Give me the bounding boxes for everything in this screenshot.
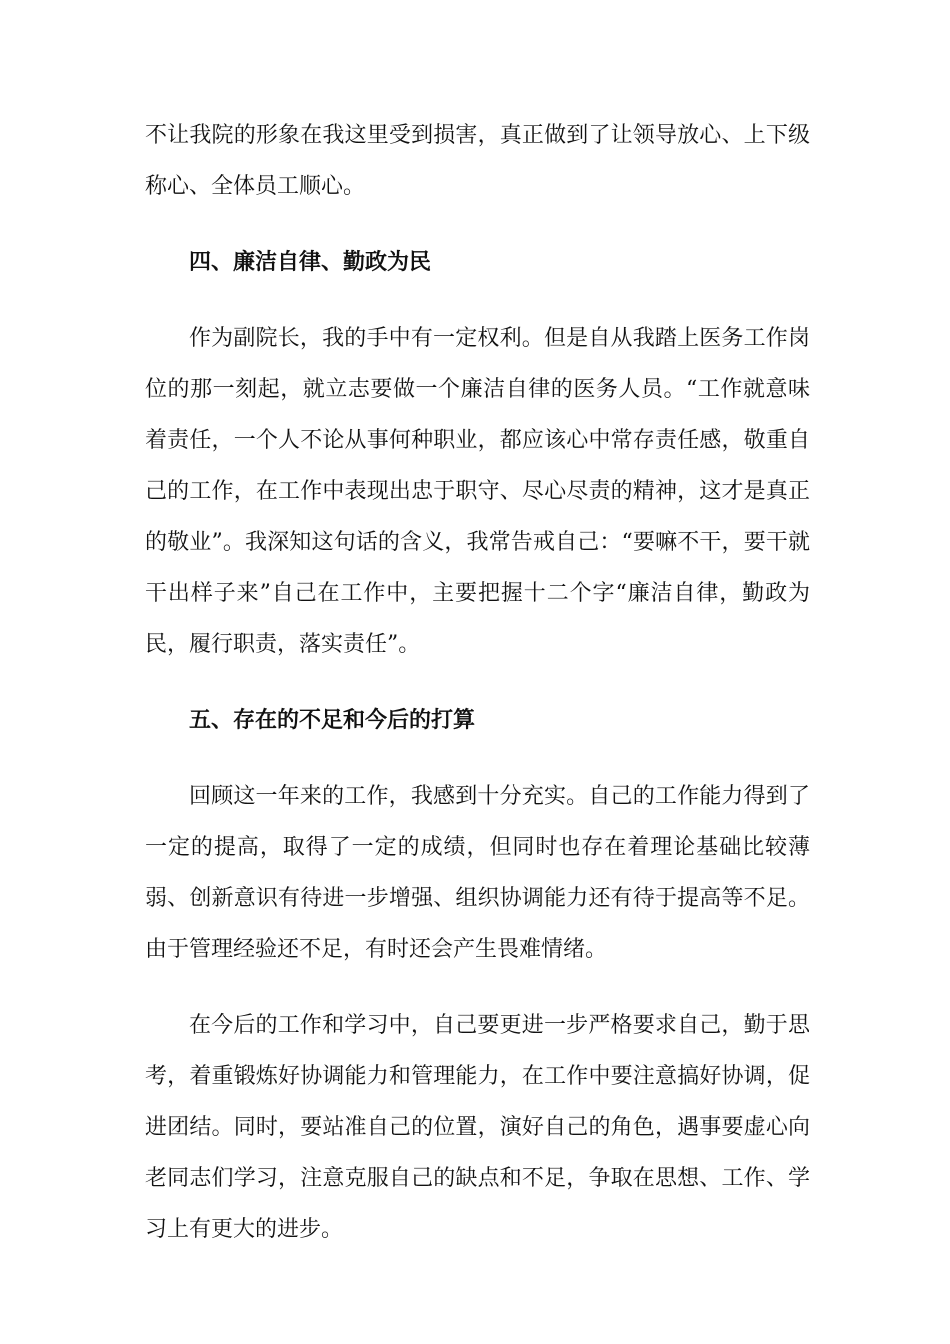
paragraph-gap — [145, 288, 810, 313]
paragraph-gap — [145, 975, 810, 1000]
paragraph-gap — [145, 670, 810, 695]
paragraph-continuation: 不让我院的形象在我这里受到损害，真正做到了让领导放心、上下级称心、全体员工顺心。 — [145, 123, 810, 199]
paragraph-plans: 在今后的工作和学习中，自己要更进一步严格要求自己，勤于思考，着重锻炼好协调能力和管理能力，在工作中要注意搞好协调，促进团结。同时，要站准自己的位置，演好自己的角色，遇事要虚心向老同志们学习，注意克服自己的缺点和不足，争取在思想、工作、学习上有更大的进步。 — [145, 1013, 810, 1242]
section-heading-5: 五、存在的不足和今后的打算 — [189, 708, 476, 733]
paragraph-review: 回顾这一年来的工作，我感到十分充实。自己的工作能力得到了一定的提高，取得了一定的成绩，但同时也存在着理论基础比较薄弱、创新意识有待进一步增强、组织协调能力还有待于提高等不足。由于管理经验还不足，有时还会产生畏难情绪。 — [145, 784, 810, 962]
document-body — [145, 110, 810, 1255]
paragraph-integrity: 作为副院长，我的手中有一定权利。但是自从我踏上医务工作岗位的那一刻起，就立志要做一个廉洁自律的医务人员。“工作就意味着责任，一个人不论从事何种职业，都应该心中常存责任感，敬重自己的工作，在工作中表现出忠于职守、尽心尽责的精神，这才是真正的敬业”。我深知这句话的含义，我常告戒自己：“要嘛不干，要干就干出样子来”自己在工作中，主要把握十二个字“廉洁自律，勤政为民，履行职责，落实责任”。 — [145, 326, 810, 657]
paragraph-gap — [145, 212, 810, 237]
section-heading-4: 四、廉洁自律、勤政为民 — [189, 250, 432, 275]
paragraph-gap — [145, 746, 810, 771]
